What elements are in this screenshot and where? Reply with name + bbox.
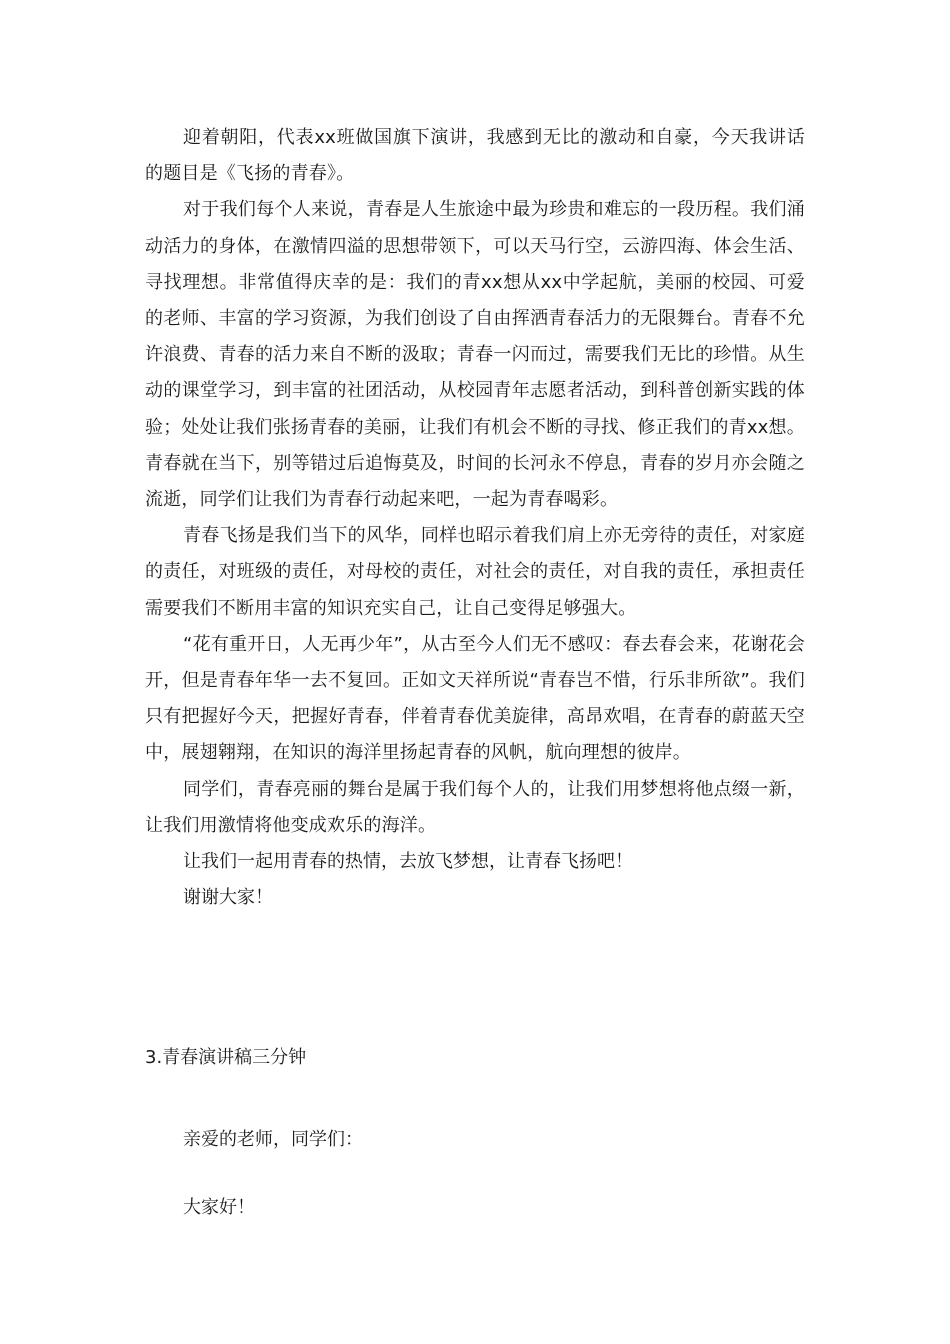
paragraph-responsibility: 青春飞扬是我们当下的风华，同样也昭示着我们肩上亦无旁待的责任，对家庭的责任，对班级的责任，对母校的责任，对社会的责任，对自我的责任，承担责任需要我们不断用丰富的知识充实自己，让自己变得足够强大。 (145, 525, 805, 619)
paragraph-youth-journey: 对于我们每个人来说，青春是人生旅途中最为珍贵和难忘的一段历程。我们涌动活力的身体，在激情四溢的思想带领下，可以天马行空，云游四海、体会生活、寻找理想。非常值得庆幸的是：我们的青xx想从xx中学起航，美丽的校园、可爱的老师、丰富的学习资源，为我们创设了自由挥洒青春活力的无限舞台。青春不允许浪费、青春的活力来自不断的汲取；青春一闪而过，需要我们无比的珍惜。从生动的课堂学习，到丰富的社团活动，从校园青年志愿者活动，到科普创新实践的体验；处处让我们张扬青春的美丽，让我们有机会不断的寻找、修正我们的青xx想。青春就在当下，别等错过后追悔莫及，时间的长河永不停息，青春的岁月亦会随之流逝，同学们让我们为青春行动起来吧，一起为青春喝彩。 (145, 199, 805, 511)
paragraph-intro: 迎着朝阳，代表xx班做国旗下演讲，我感到无比的激动和自豪，今天我讲话的题目是《飞扬的青春》。 (145, 127, 805, 185)
section-heading: 3.青春演讲稿三分钟 (145, 1047, 307, 1068)
closing-line-call: 让我们一起用青春的热情，去放飞梦想，让青春飞扬吧！ (183, 851, 633, 873)
paragraph-quote: “花有重开日，人无再少年”，从古至今人们无不感叹：春去春会来，花谢花会开，但是青春年华一去不复回。正如文天祥所说“青春岂不惜，行乐非所欲”。我们只有把握好今天，把握好青春，伴着青春优美旋律，高昂欢唱，在青春的蔚蓝天空中，展翅翱翔，在知识的海洋里扬起青春的风帆，航向理想的彼岸。 (145, 633, 805, 764)
speech-body (145, 120, 805, 916)
paragraph-stage: 同学们，青春亮丽的舞台是属于我们每个人的，让我们用梦想将他点缀一新，让我们用激情将他变成欢乐的海洋。 (145, 778, 805, 836)
closing-line-thanks: 谢谢大家！ (183, 887, 273, 909)
greeting: 大家好！ (183, 1197, 255, 1218)
salutation: 亲爱的老师，同学们： (183, 1129, 363, 1150)
